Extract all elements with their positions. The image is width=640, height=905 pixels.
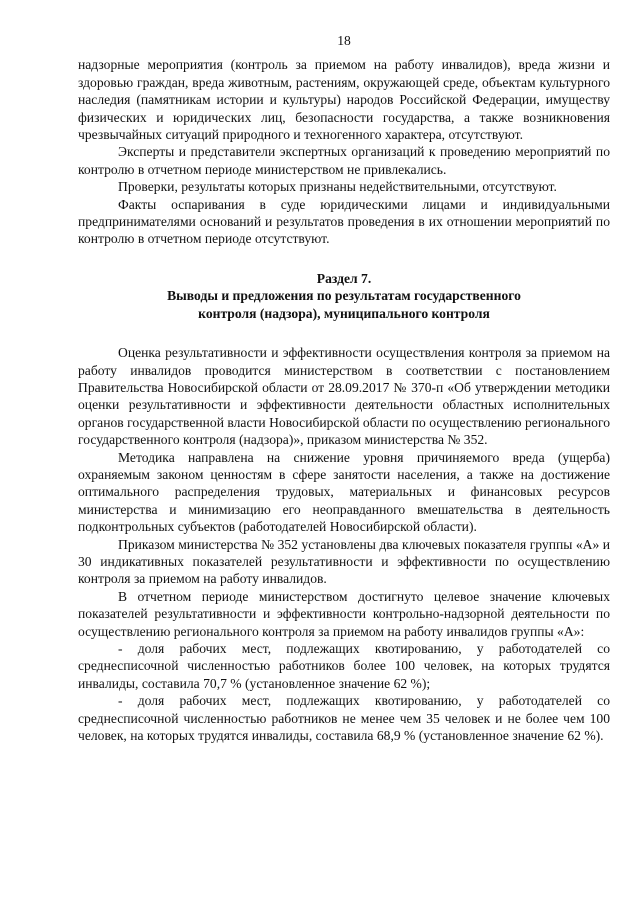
paragraph: Оценка результативности и эффективности осуществления контроля за приемом на работу инвалидов проводится министерством в соответствии с постановлением Правительства Новосибирской области от 28.09.2017 № 370-п «Об утверждении методики оценки результативности и эффективности деятельности областных исполнительных органов государственной власти Новосибирской области по осуществлению регионального государственного контроля (надзора)», приказом министерства № 352. [78,345,610,448]
section-title-line-2: контроля (надзора), муниципального контроля [198,305,490,321]
paragraph: В отчетном периоде министерством достигнуто целевое значение ключевых показателей результативности и эффективности контрольно-надзорной деятельности по осуществлению регионального контроля за приемом на работу инвалидов группы «А»: [78,588,610,639]
page-number: 18 [337,33,351,48]
list-item: - доля рабочих мест, подлежащих квотированию, у работодателей со среднесписочной численностью работников не менее чем 35 человек и не более чем 100 человек, на которых трудятся инвалиды, составила 68,9 % (установленное значение 62 %). [78,693,610,744]
paragraph: Эксперты и представители экспертных организаций к проведению мероприятий по контролю в отчетном периоде министерством не привлекались. [78,144,610,177]
document-page [78,32,610,744]
section-title-line-1: Выводы и предложения по результатам государственного [167,288,521,304]
paragraph: Методика направлена на снижение уровня причиняемого вреда (ущерба) охраняемым законом ценностям в сфере занятости населения, а также на достижение оптимального распределения трудовых, материальных и финансовых ресурсов министерства и минимизацию его неоправданного вмешательства в деятельность подконтрольных субъектов (работодателей Новосибирской области). [78,449,610,535]
list-item: - доля рабочих мест, подлежащих квотированию, у работодателей со среднесписочной численностью работников более 100 человек, на которых трудятся инвалиды, составила 70,7 % (установленное значение 62 %); [78,641,610,691]
section-number: Раздел 7. [316,270,372,286]
paragraph: Приказом министерства № 352 установлены два ключевых показателя группы «А» и 30 индикативных показателей результативности и эффективности по осуществлению контроля за приемом на работу инвалидов. [78,536,610,587]
paragraph: Проверки, результаты которых признаны недействительными, отсутствуют. [118,179,557,195]
paragraph: надзорные мероприятия (контроль за приемом на работу инвалидов), вреда жизни и здоровью граждан, вреда животным, растениям, окружающей среде, объектам культурного наследия (памятникам истории и культуры) народов Российской Федерации, имуществу физических и юридических лиц, безопасности государства, а также возникновения чрезвычайных ситуаций природного и техногенного характера, отсутствуют. [78,57,610,143]
paragraph: Факты оспаривания в суде юридическими лицами и индивидуальными предпринимателями оснований и результатов проведения в их отношении мероприятий по контролю в отчетном периоде отсутствуют. [78,196,610,247]
section-heading [78,270,610,322]
